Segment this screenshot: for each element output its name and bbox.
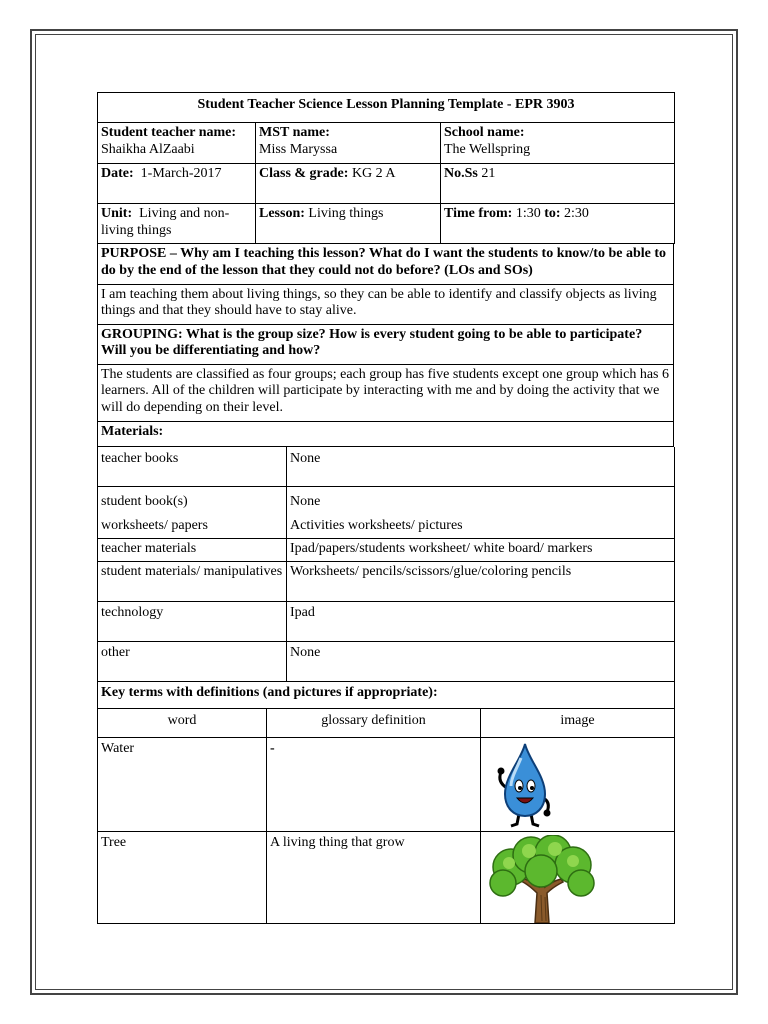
purpose-heading: PURPOSE – Why am I teaching this lesson? What do I want the students to know/to be able to do by the end of the lesson that they could not do before? (LOs and SOs): [98, 244, 674, 284]
nos-cell: [441, 164, 675, 204]
grouping-heading: GROUPING: What is the group size? How is every student going to be able to participate? Will you be differentiating and how?: [98, 324, 674, 364]
material-item: other: [98, 642, 287, 682]
nos-label: No.Ss: [444, 166, 478, 181]
time-to-value: 2:30: [564, 206, 589, 221]
lesson-value: Living things: [308, 206, 384, 221]
lesson-cell: [256, 204, 441, 244]
column-header-image: image: [481, 708, 675, 737]
date-cell: [98, 164, 256, 204]
material-value: Ipad: [287, 602, 675, 642]
materials-row: [98, 602, 675, 642]
grouping-text: The students are classified as four groups; each group has five students except one group which has 6 learners. All of the children will participate by interacting with me and by doing the activity that we will do depending on their level.: [98, 364, 674, 421]
material-item: worksheets/ papers: [101, 518, 208, 533]
column-header-word: word: [98, 708, 267, 737]
class-cell: [256, 164, 441, 204]
school-cell: [441, 123, 675, 164]
unit-value: Living and non-living things: [101, 206, 230, 238]
time-from-value: 1:30: [515, 206, 541, 221]
material-value: None: [287, 642, 675, 682]
key-term-row: [98, 737, 675, 831]
key-term-word: Tree: [98, 831, 267, 923]
class-label: Class & grade:: [259, 166, 349, 181]
key-terms-table: [97, 682, 675, 924]
material-value: None: [287, 447, 675, 487]
key-term-image: [481, 831, 675, 923]
material-value: None: [290, 494, 321, 509]
document-title: Student Teacher Science Lesson Planning Template - EPR 3903: [98, 93, 675, 123]
key-term-image: [481, 737, 675, 831]
material-value-pair: [287, 487, 675, 539]
key-term-row: [98, 831, 675, 923]
key-terms-heading: Key terms with definitions (and pictures if appropriate):: [98, 682, 675, 708]
material-item: teacher materials: [98, 539, 287, 562]
material-item: student materials/ manipulatives: [98, 562, 287, 602]
date-label: Date:: [101, 166, 134, 181]
materials-row: [98, 487, 675, 539]
nos-value: 21: [481, 166, 496, 181]
school-label: School name:: [444, 125, 525, 140]
column-header-definition: glossary definition: [267, 708, 481, 737]
unit-label: Unit:: [101, 206, 133, 221]
tree-icon: [485, 835, 597, 923]
lesson-label: Lesson:: [259, 206, 305, 221]
student-teacher-label: Student teacher name:: [101, 125, 237, 140]
date-value: 1-March-2017: [140, 166, 222, 181]
water-drop-character-icon: [491, 742, 561, 830]
mst-label: MST name:: [259, 125, 330, 140]
time-from-label: Time from:: [444, 206, 513, 221]
material-item: teacher books: [98, 447, 287, 487]
class-value: KG 2 A: [351, 166, 396, 181]
unit-cell: [98, 204, 256, 244]
key-term-definition: A living thing that grow: [267, 831, 481, 923]
purpose-grouping-table: [97, 244, 674, 447]
material-value: Ipad/papers/students worksheet/ white board/ markers: [287, 539, 675, 562]
material-value: Activities worksheets/ pictures: [290, 518, 463, 533]
purpose-text: I am teaching them about living things, so they can be able to identify and classify objects as living things and that they should have to stay alive.: [98, 284, 674, 324]
material-item: student book(s): [101, 494, 188, 509]
materials-row: [98, 562, 675, 602]
school-value: The Wellspring: [444, 141, 531, 157]
student-teacher-value: Shaikha AlZaabi: [101, 141, 195, 157]
mst-cell: [256, 123, 441, 164]
material-item-pair: [98, 487, 287, 539]
student-teacher-cell: [98, 123, 256, 164]
time-cell: [441, 204, 675, 244]
materials-heading: Materials:: [98, 421, 674, 446]
lesson-plan-document: [97, 92, 674, 924]
key-term-word: Water: [98, 737, 267, 831]
mst-value: Miss Maryssa: [259, 141, 338, 157]
materials-row: [98, 447, 675, 487]
material-value: Worksheets/ pencils/scissors/glue/coloring pencils: [287, 562, 675, 602]
key-term-definition: -: [267, 737, 481, 831]
materials-row: [98, 642, 675, 682]
lesson-info-table: [97, 92, 675, 244]
materials-table: [97, 447, 675, 683]
material-item: technology: [98, 602, 287, 642]
time-to-label: to:: [544, 206, 561, 221]
materials-row: [98, 539, 675, 562]
